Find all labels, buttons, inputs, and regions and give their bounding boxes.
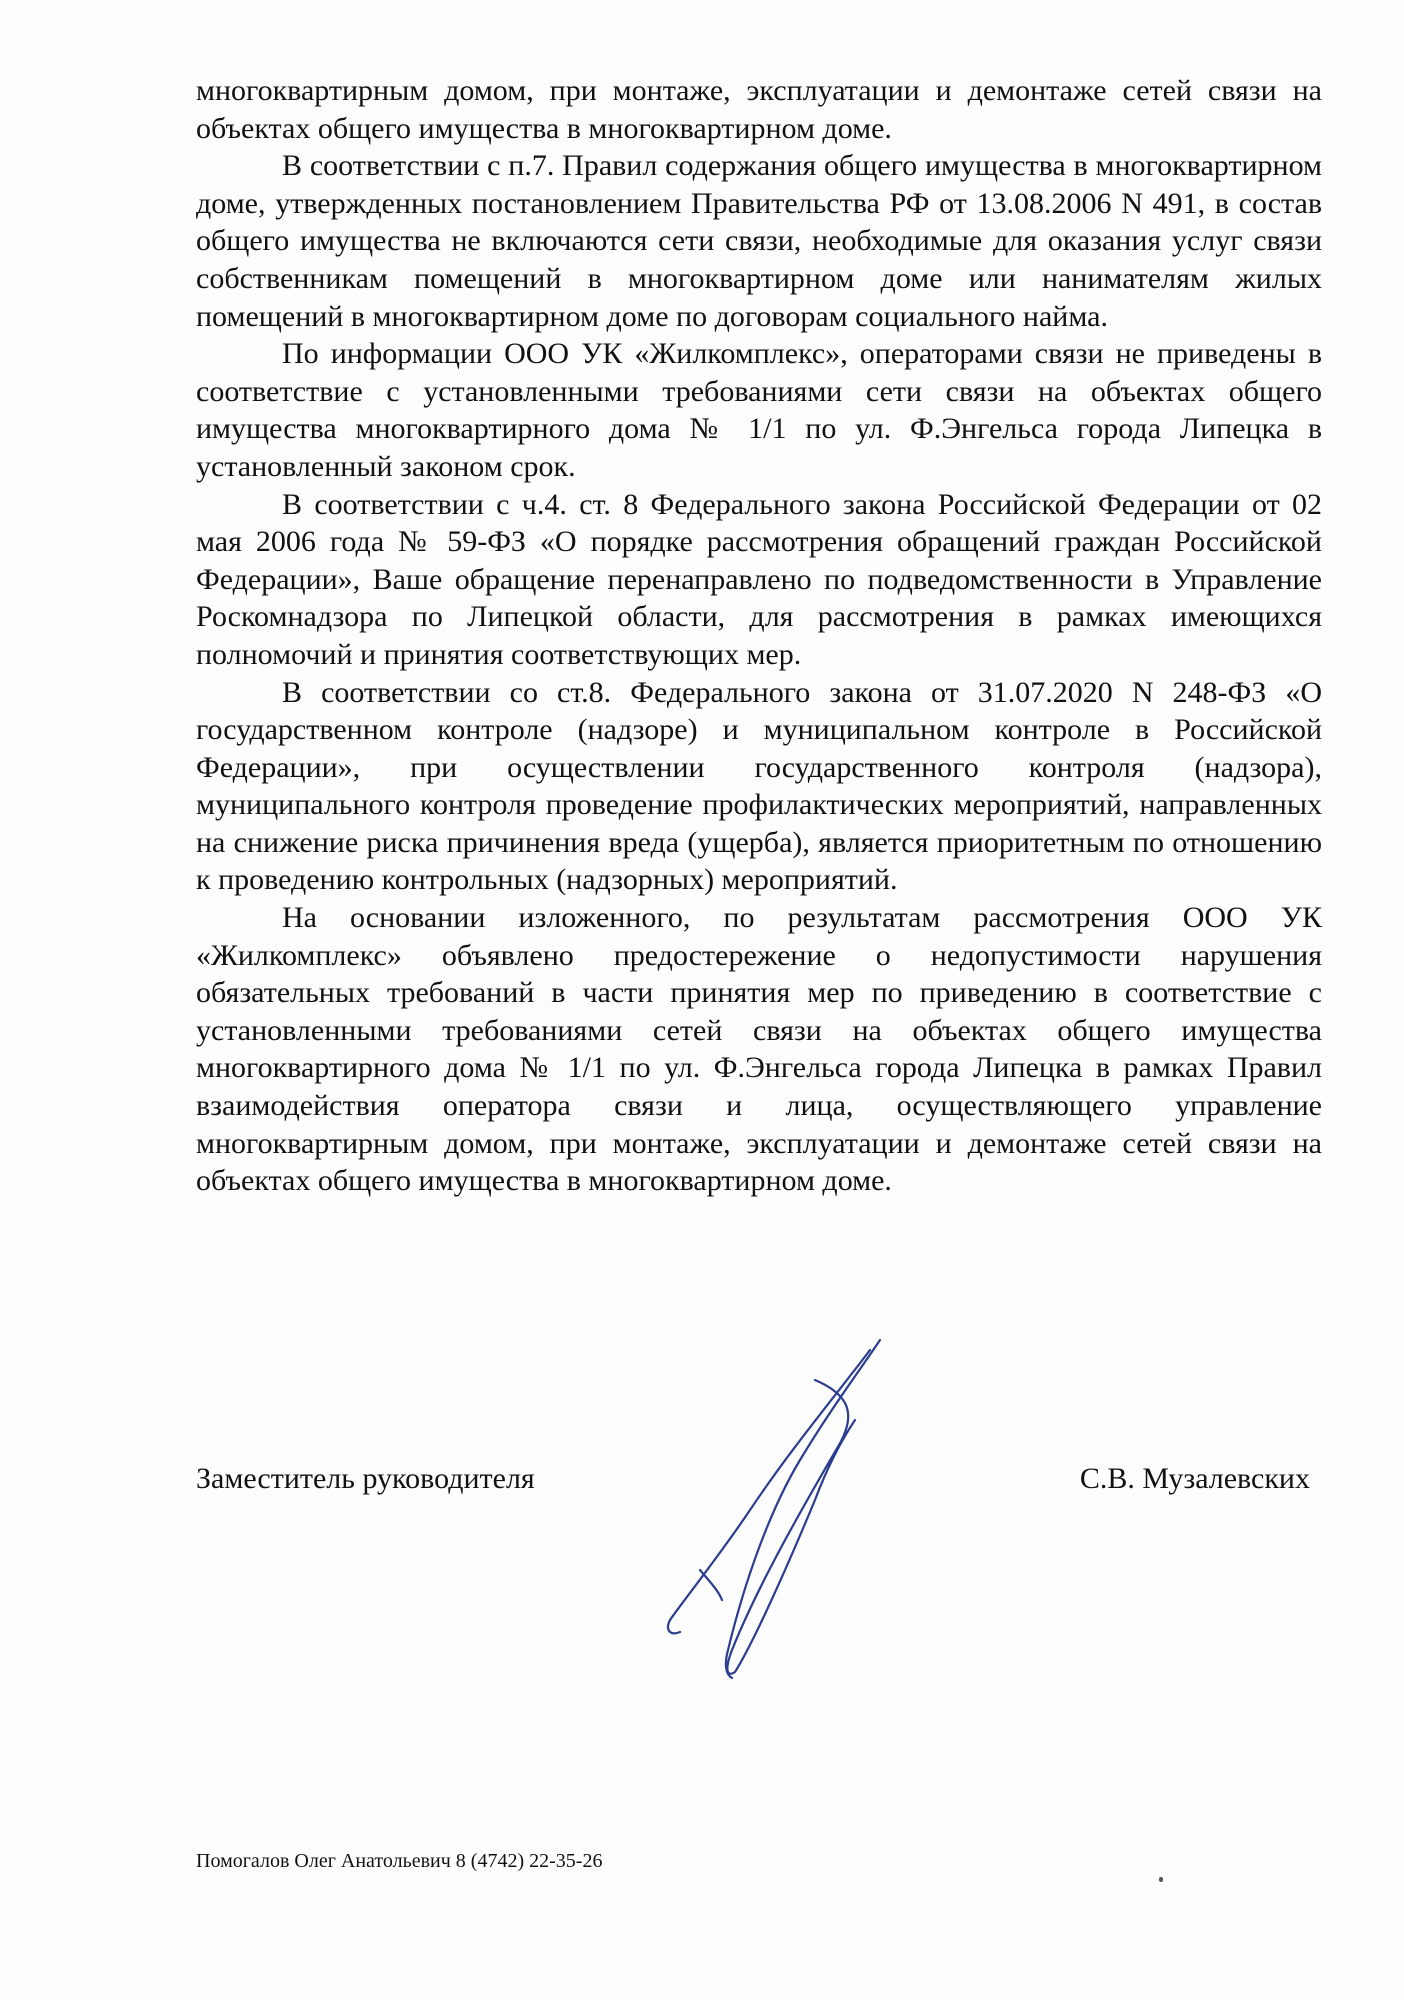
signatory-name: С.В. Музалевских	[1079, 1462, 1310, 1495]
paragraph-redirection: В соответствии с ч.4. ст. 8 Федерального закона Российской Федерации от 02 мая 2006 года № 59-ФЗ «О порядке рассмотрения обращений граждан Российской Федерации», Ваше обращение перенаправлено по подведомственности в Управление Роскомнадзора по Липецкой области, для рассмотрения в рамках имеющихся полномочий и принятия соответствующих мер.	[196, 487, 1322, 671]
signature-stroke-main	[668, 1350, 870, 1633]
signature-stroke-tail	[700, 1570, 722, 1600]
paragraph-rules-clause-7: В соответствии с п.7. Правил содержания общего имущества в многоквартирном доме, утвержденных постановлением Правительства РФ от 13.08.2006 N 491, в состав общего имущества не включаются сети связи, необходимые для оказания услуг связи собственникам помещений в многоквартирном доме или нанимателям жилых помещений в многоквартирном доме по договорам социального найма.	[196, 149, 1322, 333]
footer-contact: Помогалов Олег Анатольевич 8 (4742) 22-35-26	[196, 1850, 603, 1872]
scan-mark	[1159, 1877, 1163, 1882]
paragraph-preventive-measures: В соответствии со ст.8. Федерального закона от 31.07.2020 N 248-ФЗ «О государственном контроле (надзоре) и муниципальном контроле в Российской Федерации», при осуществлении государственного контроля (надзора), муниципального контроля проведение профилактических мероприятий, направленных на снижение риска причинения вреда (ущерба), является приоритетным по отношению к проведению контрольных (надзорных) мероприятий.	[196, 675, 1322, 897]
signatory-position: Заместитель руководителя	[196, 1462, 535, 1495]
paragraph-continuation: многоквартирным домом, при монтаже, эксплуатации и демонтаже сетей связи на объектах общего имущества в многоквартирном доме.	[196, 74, 1322, 145]
handwritten-signature	[640, 1320, 940, 1720]
signature-stroke-loop	[727, 1380, 855, 1674]
paragraph-conclusion: На основании изложенного, по результатам рассмотрения ООО УК «Жилкомплекс» объявлено предостережение о недопустимости нарушения обязательных требований в части принятия мер по приведению в соответствие с установленными требованиями сетей связи на объектах общего имущества многоквартирного дома № 1/1 по ул. Ф.Энгельса города Липецка в рамках Правил взаимодействия оператора связи и лица, осуществляющего управление многоквартирным домом, при монтаже, эксплуатации и демонтаже сетей связи на объектах общего имущества в многоквартирном доме.	[196, 901, 1322, 1198]
paragraph-operator-info: По информации ООО УК «Жилкомплекс», операторами связи не приведены в соответствие с установленными требованиями сети связи на объектах общего имущества многоквартирного дома № 1/1 по ул. Ф.Энгельса города Липецка в установленный законом срок.	[196, 337, 1322, 483]
letter-body	[196, 72, 1322, 1200]
